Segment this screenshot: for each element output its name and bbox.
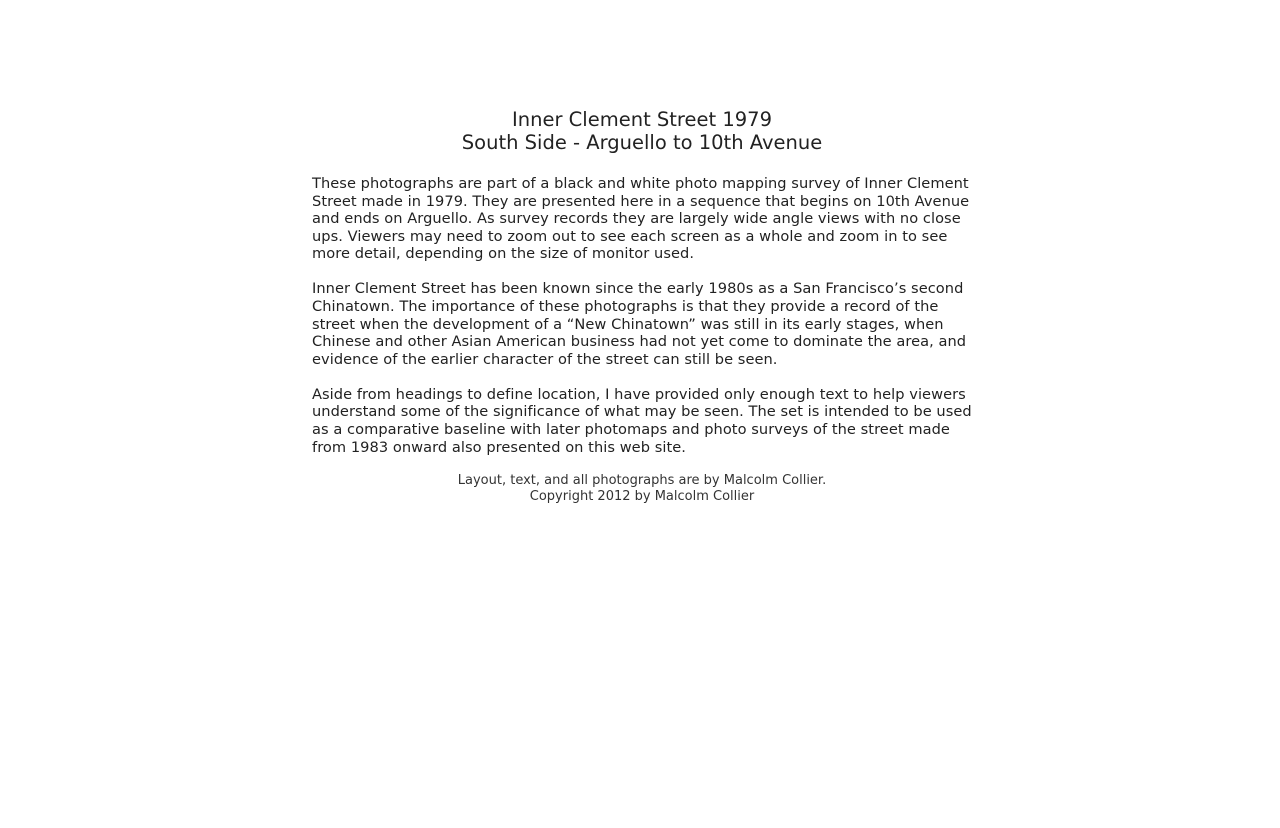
copyright-line: Copyright 2012 by Malcolm Collier <box>529 488 755 504</box>
intro-paragraph-2: Inner Clement Street has been known since the early 1980s as a San Francisco’s second Chinatown. The importance of these photographs is that they provide a record of the street when the development of a “New Chinatown” was still in its early stages, when Chinese and other Asian American business had not yet come to dominate the area, and evidence of the earlier character of the street can still be seen. <box>312 280 967 368</box>
page-title <box>292 108 992 154</box>
page-subtitle: South Side - Arguello to 10th Avenue <box>461 131 823 154</box>
page-title-line-1: Inner Clement Street 1979 <box>512 108 772 131</box>
intro-paragraph-3: Aside from headings to define location, I have provided only enough text to help viewers understand some of the significance of what may be seen. The set is intended to be used as a comparative baseline with later photomaps and photo surveys of the street made from 1983 onward also presented on this web site. <box>312 385 972 456</box>
page-content <box>312 108 972 504</box>
intro-paragraph-1: These photographs are part of a black and white photo mapping survey of Inner Clement Street made in 1979. They are presented here in a sequence that begins on 10th Avenue and ends on Arguello. As survey records they are largely wide angle views with no close ups. Viewers may need to zoom out to see each screen as a whole and zoom in to see more detail, depending on the size of monitor used. <box>312 175 970 263</box>
intro-text <box>312 175 972 456</box>
credits <box>312 473 972 504</box>
credits-author-line: Layout, text, and all photographs are by Malcolm Collier. <box>457 473 827 489</box>
